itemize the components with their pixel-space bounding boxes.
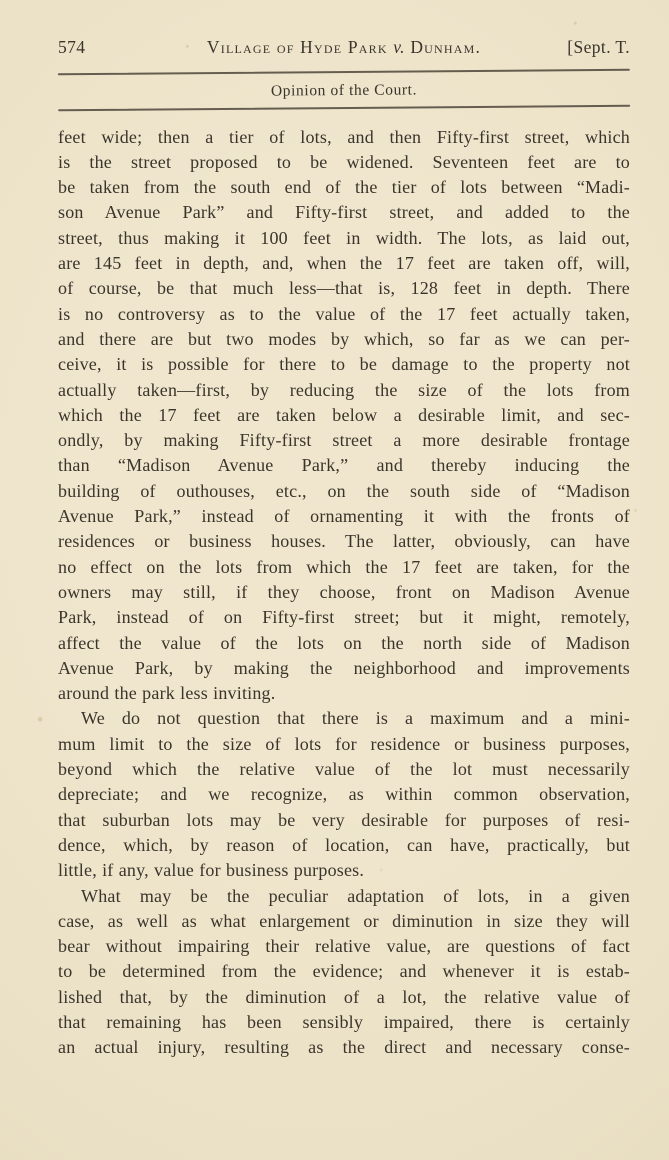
text-line: of course, be that much less—that is, 128 feet in depth. There [58, 278, 630, 299]
text-line: case, as well as what enlargement or diminution in size they will [58, 910, 630, 931]
text-line: ondly, by making Fifty-first street a more desirable frontage [58, 430, 630, 451]
text-line: We do not question that there is a maximum and a mini- [81, 708, 630, 729]
text-line: around the park less inviting. [58, 683, 276, 704]
text-line: mum limit to the size of lots for residence or business purposes, [58, 733, 630, 754]
opinion-body-text [58, 125, 630, 1061]
case-title-versus: v. [393, 37, 405, 57]
text-line: little, if any, value for business purposes. [58, 860, 365, 881]
text-line: depreciate; and we recognize, as within common observation, [58, 784, 630, 805]
section-heading: Opinion of the Court. [270, 81, 418, 100]
text-line: street, thus making it 100 feet in width. The lots, as laid out, [58, 227, 630, 248]
text-line: which the 17 feet are taken below a desirable limit, and sec- [58, 404, 630, 425]
text-line: dence, which, by reason of location, can have, practically, but [58, 834, 630, 855]
text-line: that suburban lots may be very desirable for purposes of resi- [58, 809, 630, 830]
text-line: What may be the peculiar adaptation of lots, in a given [81, 885, 630, 906]
case-title-right: Dunham. [410, 37, 482, 57]
text-line: no effect on the lots from which the 17 feet are taken, for the [58, 556, 630, 577]
text-line: is no controversy as to the value of the 17 feet actually taken, [58, 303, 630, 324]
text-line: to be determined from the evidence; and whenever it is estab- [58, 961, 630, 982]
page-number: 574 [58, 37, 86, 57]
text-line: affect the value of the lots on the north side of Madison [58, 632, 630, 653]
text-line: are 145 feet in depth, and, when the 17 feet are taken off, will, [58, 253, 630, 274]
text-line: Park, instead of on Fifty-first street; but it might, remotely, [58, 607, 630, 628]
text-line: is the street proposed to be widened. Seventeen feet are to [58, 151, 630, 172]
text-line: son Avenue Park” and Fifty-first street, and added to the [58, 202, 630, 223]
paragraph [58, 125, 630, 707]
text-line: and there are but two modes by which, so far as we can per- [58, 328, 630, 349]
text-line: ceive, it is possible for there to be damage to the property not [58, 354, 630, 375]
text-line: beyond which the relative value of the lot must necessarily [58, 759, 630, 780]
text-line: Avenue Park, by making the neighborhood and improvements [58, 657, 630, 678]
text-column [58, 0, 630, 1061]
text-line: that remaining has been sensibly impaired, there is certainly [58, 1011, 630, 1032]
paragraph [58, 706, 630, 883]
text-line: residences or business houses. The latter, obviously, can have [58, 531, 630, 552]
text-line: than “Madison Avenue Park,” and thereby inducing the [58, 455, 630, 476]
text-line: actually taken—first, by reducing the size of the lots from [58, 379, 630, 400]
paragraph [58, 884, 630, 1061]
text-line: owners may still, if they choose, front on Madison Avenue [58, 581, 630, 602]
term-label: [Sept. T. [567, 37, 630, 57]
text-line: feet wide; then a tier of lots, and then Fifty-first street, which [58, 126, 630, 147]
text-line: lished that, by the diminution of a lot, the relative value of [58, 986, 630, 1007]
text-line: Avenue Park,” instead of ornamenting it with the fronts of [58, 506, 630, 527]
text-line: an actual injury, resulting as the direct and necessary conse- [58, 1037, 630, 1058]
section-heading-block [58, 69, 630, 111]
case-title [144, 37, 544, 58]
text-line: bear without impairing their relative value, are questions of fact [58, 936, 630, 957]
text-line: be taken from the south end of the tier of lots between “Madi- [58, 177, 630, 198]
text-line: building of outhouses, etc., on the south side of “Madison [58, 480, 630, 501]
running-header [58, 37, 630, 58]
case-title-left: Village of Hyde Park [206, 37, 388, 57]
